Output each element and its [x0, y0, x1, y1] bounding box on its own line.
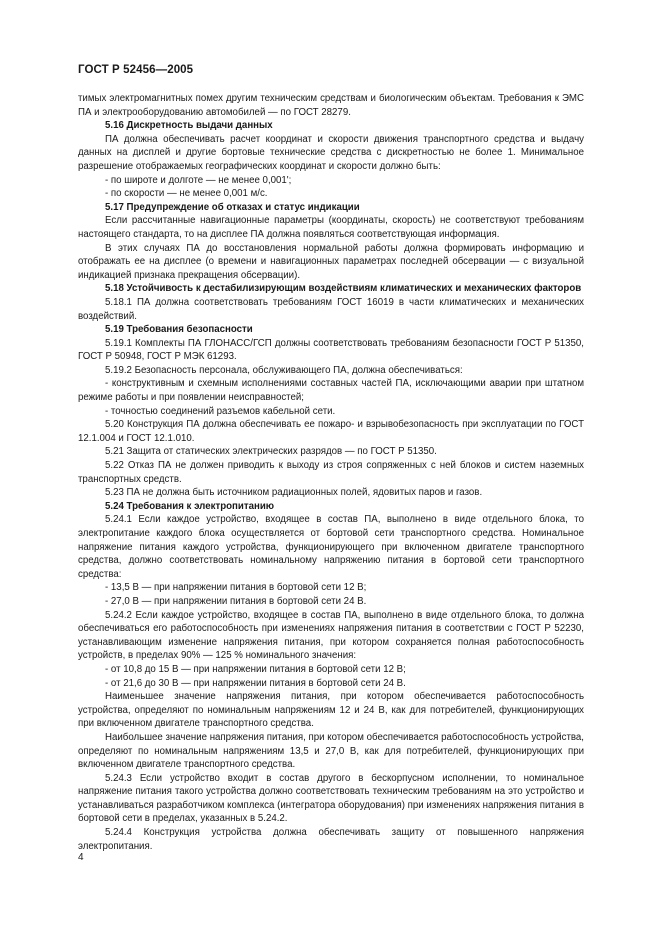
- document-code-header: ГОСТ Р 52456—2005: [78, 64, 194, 76]
- paragraph: 5.20 Конструкция ПА должна обеспечивать ее пожаро- и взрывобезопасность при эксплуатации по ГОСТ 12.1.004 и ГОСТ 12.1.010.: [78, 419, 584, 444]
- list-item: - от 10,8 до 15 В — при напряжении питания в бортовой сети 12 В;: [105, 663, 406, 675]
- paragraph: 5.24.1 Если каждое устройство, входящее в состав ПА, выполнено в виде отдельного блока, то электропитание каждого блока осуществляется от бортовой сети транспортного средства. Номинальное напряжение питания каждого устройства, функционирующего при включенном двигателе транспортного средства, должно соответствовать номинальному напряжению питания в бортовой сети транспортного средства:: [78, 514, 584, 580]
- paragraph: Наименьшее значение напряжения питания, при котором обеспечивается работоспособность устройства, определяют по номинальным напряжениям 12 и 24 В, как для потребителей, функционирующих при включенном двигателе транспортного средства.: [78, 691, 584, 730]
- paragraph: тимых электромагнитных помех другим техническим средствам и биологическим объектам. Требования к ЭМС ПА и электрооборудованию автомобилей — по ГОСТ 28279.: [78, 93, 584, 118]
- paragraph: 5.24.2 Если каждое устройство, входящее в состав ПА, выполнено в виде отдельного блока, то должна обеспечиваться его работоспособность при изменениях напряжения питания в соответствии с ГОСТ Р 52230, устанавливающим изменение напряжения питания, при котором сохраняется полная работоспособность устройств, в пределах 90% — 125 % номинального значения:: [78, 609, 584, 662]
- section-heading: 5.17 Предупреждение об отказах и статус индикации: [105, 201, 360, 213]
- list-item: - от 21,6 до 30 В — при напряжении питания в бортовой сети 24 В.: [105, 677, 406, 689]
- paragraph: 5.24.4 Конструкция устройства должна обеспечивать защиту от повышенного напряжения электропитания.: [78, 827, 584, 852]
- document-body: [78, 92, 584, 853]
- paragraph: Если рассчитанные навигационные параметры (координаты, скорость) не соответствуют требованиям настоящего стандарта, то на дисплее ПА должна появляться соответствующая информация.: [78, 215, 584, 240]
- list-item: - точностью соединений разъемов кабельной сети.: [105, 405, 336, 417]
- section-heading: 5.16 Дискретность выдачи данных: [105, 120, 273, 132]
- section-heading: 5.18 Устойчивость к дестабилизирующим воздействиям климатических и механических факторов: [105, 283, 582, 295]
- paragraph: 5.22 Отказ ПА не должен приводить к выходу из строя сопряженных с ней блоков и систем наземных транспортных средств.: [78, 460, 584, 485]
- list-item: - по широте и долготе — не менее 0,001';: [105, 174, 292, 186]
- list-item: - конструктивным и схемным исполнениями составных частей ПА, исключающими аварии при штатном режиме работы и при появлении неисправностей;: [78, 378, 584, 404]
- list-item: - 27,0 В — при напряжении питания в бортовой сети 24 В.: [105, 595, 367, 607]
- paragraph: В этих случаях ПА до восстановления нормальной работы должна формировать информацию и отображать ее на дисплее (о времени и навигационных параметрах последней обсервации — с визуальной индикацией признака прекращения обсервации).: [78, 242, 584, 281]
- page-number: 4: [78, 852, 84, 863]
- section-heading: 5.24 Требования к электропитанию: [105, 500, 275, 512]
- paragraph: 5.23 ПА не должна быть источником радиационных полей, ядовитых паров и газов.: [105, 487, 483, 499]
- list-item: - по скорости — не менее 0,001 м/с.: [105, 188, 268, 200]
- paragraph: 5.24.3 Если устройство входит в состав другого в бескорпусном исполнении, то номинальное напряжение питания такого устройства должно соответствовать техническим требованиям на это устройство и устанавливаться разработчиком комплекса (интегратора оборудования) при изменениях напряжения питания в бортовой сети в пределах, указанных в 5.24.2.: [78, 772, 584, 825]
- paragraph: ПА должна обеспечивать расчет координат и скорости движения транспортного средства и выдачу данных на дисплей и другие бортовые технические средства с дискретностью не более 1. Минимальное разрешение отображаемых географических координат и скорости должно быть:: [78, 133, 584, 172]
- paragraph: 5.19.2 Безопасность персонала, обслуживающего ПА, должна обеспечиваться:: [105, 364, 463, 376]
- paragraph: 5.18.1 ПА должна соответствовать требованиям ГОСТ 16019 в части климатических и механических воздействий.: [78, 296, 584, 322]
- paragraph: Наибольшее значение напряжения питания, при котором обеспечивается работоспособность устройства, определяют по номинальным напряжениям 13,5 и 27,0 В, как для потребителей, функционирующих при включенном двигателе транспортного средства.: [78, 731, 585, 771]
- paragraph: 5.21 Защита от статических электрических разрядов — по ГОСТ Р 51350.: [105, 446, 437, 458]
- section-heading: 5.19 Требования безопасности: [105, 324, 253, 336]
- paragraph: 5.19.1 Комплекты ПА ГЛОНАСС/ГСП должны соответствовать требованиям безопасности ГОСТ Р 51350, ГОСТ Р 50948, ГОСТ Р МЭК 61293.: [78, 337, 584, 363]
- list-item: - 13,5 В — при напряжении питания в бортовой сети 12 В;: [105, 582, 367, 594]
